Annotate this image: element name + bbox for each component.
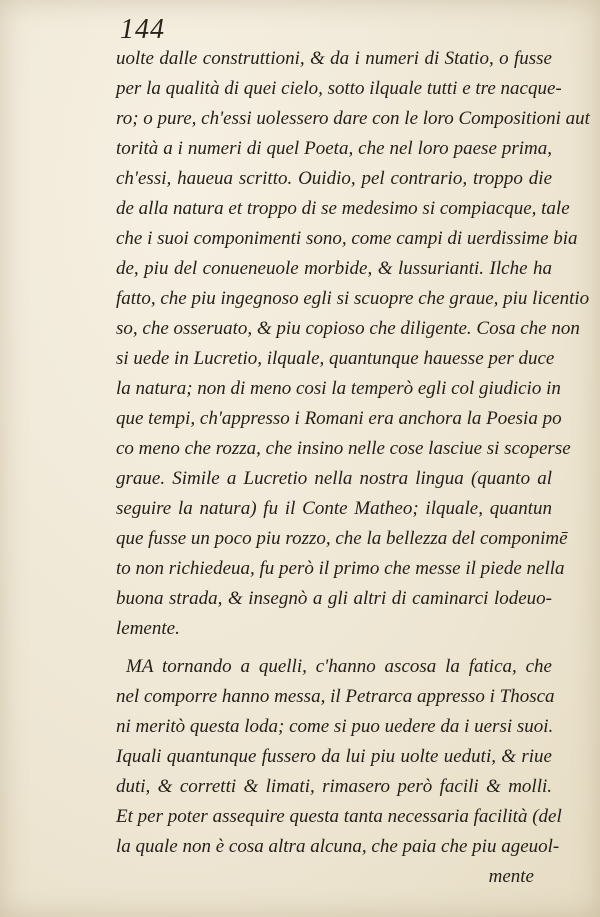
page-number: 144	[120, 14, 165, 45]
text-body	[116, 44, 590, 892]
text-line: Et per poter assequire questa tanta necessaria facilità (del	[116, 806, 562, 827]
text-line: duti, & corretti & limati, rimasero però facili & molli.	[116, 776, 552, 797]
text-line: torità a i numeri di quel Poeta, che nel loro paese prima,	[116, 138, 552, 159]
text-line: ro; o pure, ch'essi uolessero dare con le loro Compositioni aut	[116, 108, 590, 129]
paragraph-1	[116, 44, 590, 644]
text-line: Iquali quantunque fussero da lui piu uolte ueduti, & riue	[116, 746, 552, 767]
catchword: mente	[488, 866, 534, 887]
text-line: MA tornando a quelli, c'hanno ascosa la fatica, che	[126, 656, 552, 677]
text-line: que fusse un poco piu rozzo, che la bellezza del componimē	[116, 528, 568, 549]
text-line: co meno che rozza, che insino nelle cose lasciue si scoperse	[116, 438, 571, 459]
text-line: que tempi, ch'appresso i Romani era anchora la Poesia po	[116, 408, 562, 429]
paragraph-2	[116, 652, 562, 862]
text-line: uolte dalle construttioni, & da i numeri di Statio, o fusse	[116, 48, 552, 69]
text-line: buona strada, & insegnò a gli altri di caminarci lodeuo-	[116, 588, 552, 609]
text-line: seguire la natura) fu il Conte Matheo; ilquale, quantun	[116, 498, 552, 519]
text-line: fatto, che piu ingegnoso egli si scuopre che graue, piu licentio	[116, 288, 590, 309]
text-line: ch'essi, haueua scritto. Ouidio, pel contrario, troppo die	[116, 168, 552, 189]
text-line: lemente.	[116, 618, 180, 639]
text-line: ni meritò questa loda; come si puo uedere da i uersi suoi.	[116, 716, 554, 737]
text-line: graue. Simile a Lucretio nella nostra lingua (quanto al	[116, 468, 552, 489]
text-line: che i suoi componimenti sono, come campi di uerdissime bia	[116, 228, 578, 249]
text-line: la quale non è cosa altra alcuna, che paia che piu ageuol-	[116, 836, 560, 857]
text-line: si uede in Lucretio, ilquale, quantunque hauesse per duce	[116, 348, 555, 369]
text-line: la natura; non di meno cosi la temperò egli col giudicio in	[116, 378, 561, 399]
text-line: de alla natura et troppo di se medesimo si compiacque, tale	[116, 198, 570, 219]
text-line: de, piu del conueneuole morbide, & lussurianti. Ilche ha	[116, 258, 552, 279]
text-line: per la qualità di quei cielo, sotto ilquale tutti e tre nacque-	[116, 78, 562, 99]
text-line: so, che osseruato, & piu copioso che diligente. Cosa che non	[116, 318, 580, 339]
text-line: nel comporre hanno messa, il Petrarca appresso i Thosca	[116, 686, 555, 707]
text-line: to non richiedeua, fu però il primo che messe il piede nella	[116, 558, 565, 579]
